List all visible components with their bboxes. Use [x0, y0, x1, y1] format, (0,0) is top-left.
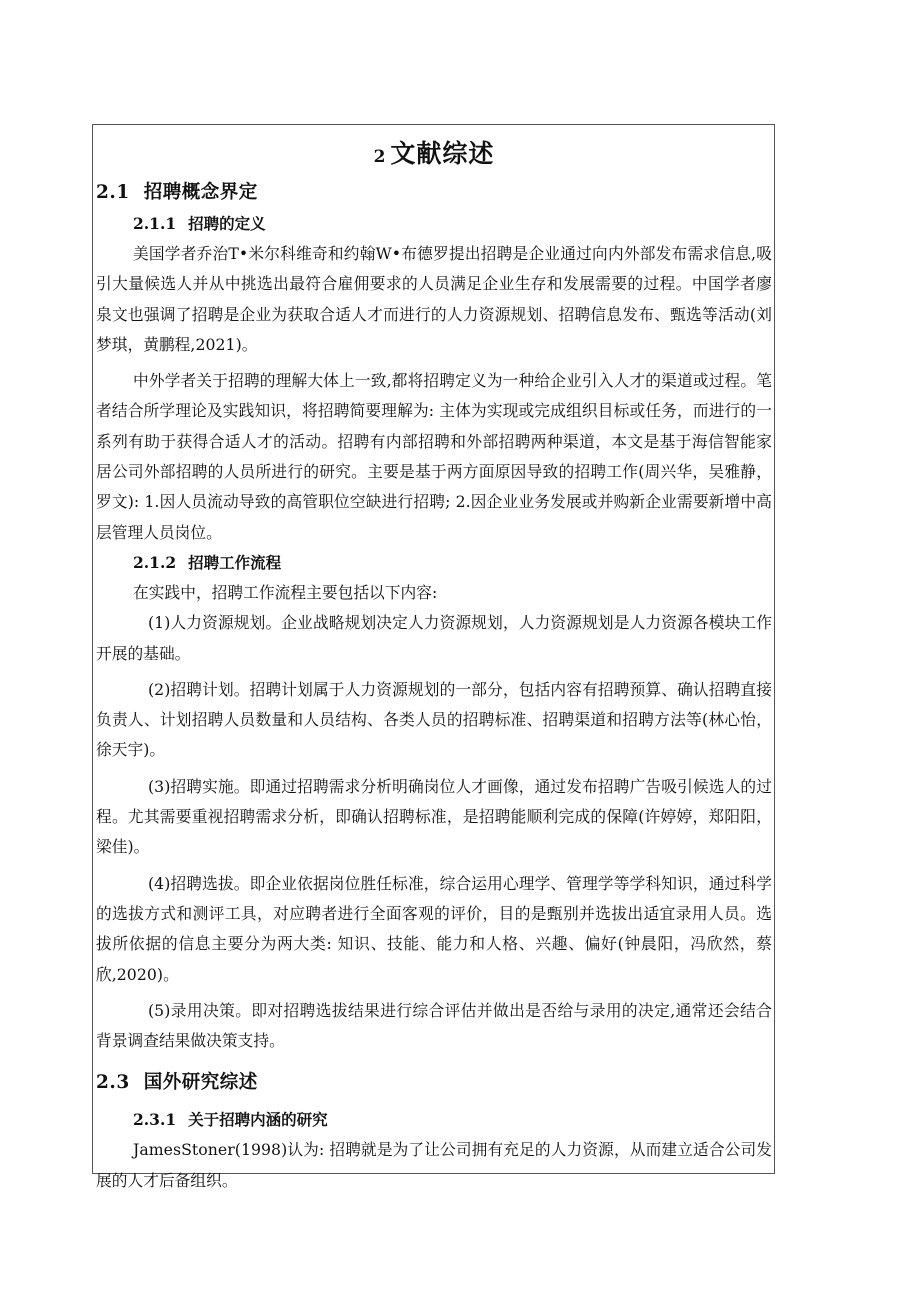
subsection-title: 关于招聘内涵的研究: [188, 1111, 328, 1130]
section-number: 2.3: [96, 1072, 130, 1094]
subsection-heading: [96, 1105, 772, 1135]
subsection-number: 2.1.1: [133, 214, 177, 233]
subsection-title: 招聘的定义: [188, 215, 266, 233]
subsection-heading: [96, 209, 772, 239]
section-title: 招聘概念界定: [143, 182, 258, 203]
list-item-paragraph: (2)招聘计划。招聘计划属于人力资源规划的一部分，包括内容有招聘预算、确认招聘直接负责人、计划招聘人员数量和人员结构、各类人员的招聘标准、招聘渠道和招聘方法等(林心怡，徐天宇)。: [96, 679, 772, 760]
subsection-number: 2.1.2: [133, 552, 177, 572]
list-item-paragraph: (1)人力资源规划。企业战略规划决定人力资源规划，人力资源规划是人力资源各模块工作开展的基础。: [96, 613, 772, 663]
chapter-title: [96, 135, 772, 176]
section-title: 国外研究综述: [143, 1072, 258, 1094]
document-body: [93, 125, 774, 1196]
body-paragraph: 美国学者乔治T•米尔科维奇和约翰W•布德罗提出招聘是企业通过向内外部发布需求信息,吸引大量候选人并从中挑选出最符合雇佣要求的人员满足企业生存和发展需要的过程。中国学者廖泉文也强调了招聘是企业为获取合适人才而进行的人力资源规划、招聘信息发布、甄选等活动(刘梦琪，黄鹏程,2021)。: [96, 244, 772, 354]
list-item-paragraph: (3)招聘实施。即通过招聘需求分析明确岗位人才画像，通过发布招聘广告吸引候选人的过程。尤其需要重视招聘需求分析，即确认招聘标准，是招聘能顺利完成的保障(许婷婷，郑阳阳，梁佳)。: [96, 776, 772, 857]
body-paragraph: 在实践中，招聘工作流程主要包括以下内容:: [133, 582, 438, 602]
body-paragraph: 中外学者关于招聘的理解大体上一致,都将招聘定义为一种给企业引入人才的渠道或过程。笔者结合所学理论及实践知识，将招聘简要理解为: 主体为实现或完成组织目标或任务，而进行的一系列有助于获得合适人才的活动。招聘有内部招聘和外部招聘两种渠道，本文是基于海信智能家居公司外部招聘的人员所进行的研究。主要是基于两方面原因导致的招聘工作(周兴华，吴雅静，罗文): 1.因人员流动导致的高管职位空缺进行招聘; 2.因企业业务发展或并购新企业需要新增中高层管理人员岗位。: [96, 371, 772, 542]
document-frame: [92, 124, 775, 1190]
section-number: 2.1: [96, 182, 130, 203]
chapter-title-text: 文献综述: [390, 139, 495, 168]
body-paragraph: JamesStoner(1998)认为: 招聘就是为了让公司拥有充足的人力资源，从而建立适合公司发展的人才后备组织。: [96, 1140, 772, 1190]
subsection-number: 2.3.1: [133, 1110, 177, 1130]
list-item-paragraph: (5)录用决策。即对招聘选拔结果进行综合评估并做出是否给与录用的决定,通常还会结合背景调查结果做决策支持。: [96, 1000, 772, 1051]
subsection-title: 招聘工作流程: [188, 553, 282, 572]
section-heading: [96, 176, 772, 209]
section-heading: [96, 1066, 772, 1099]
list-item-paragraph: (4)招聘选拔。即企业依据岗位胜任标准，综合运用心理学、管理学等学科知识，通过科学的选拔方式和测评工具，对应聘者进行全面客观的评价，目的是甄别并选拔出适宜录用人员。选拔所依据的信息主要分为两大类: 知识、技能、能力和人格、兴趣、偏好(钟晨阳，冯欣然，蔡欣,2020)。: [96, 873, 772, 984]
chapter-number: 2: [373, 147, 387, 167]
subsection-heading: [96, 548, 772, 578]
